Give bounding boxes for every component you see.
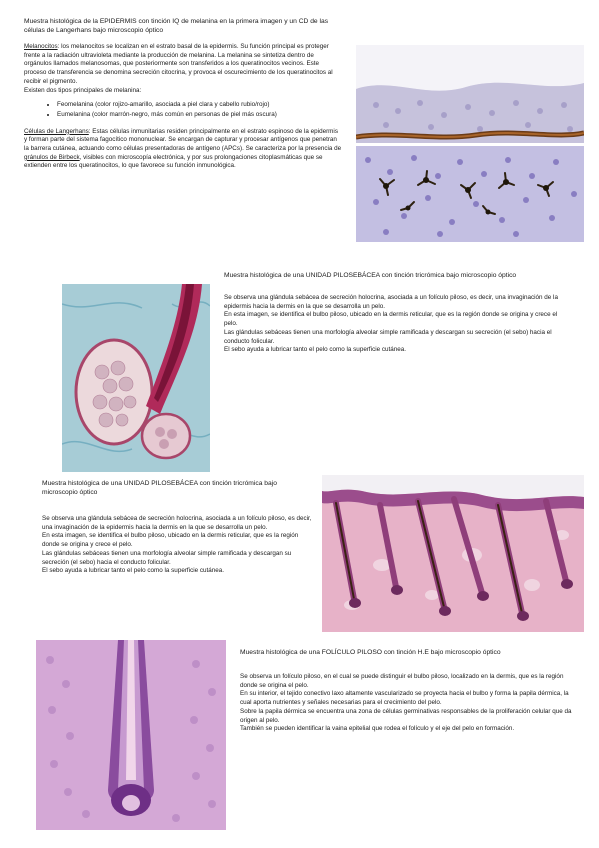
foliculo-section [240, 648, 580, 734]
tricromica-title-2: Muestra histológica de una UNIDAD PILOSEBÁCEA con tinción tricrómica bajo microscopio óptico [42, 480, 277, 496]
tricromica-section-1 [224, 271, 559, 355]
tricromica-1-line: En esta imagen, se identifica el bulbo piloso, ubicado en la dermis reticular, que es la región donde se origina y crece el pelo. [224, 311, 558, 328]
tricromica-2-line: El sebo ayuda a lubricar tanto el pelo como la superficie cutánea. [42, 567, 225, 575]
melanocitos-label: Melanocitos [24, 43, 58, 50]
tricromica-2-line: Se observa una glándula sebácea de secreción holocrina, asociada a un folículo piloso, es decir, una invaginación de la epidermis hacia la dermis en la que se desarrolla un pelo. [42, 515, 312, 531]
birbeck-label: gránulos de Birbeck [24, 153, 80, 161]
tricromica-section-2 [42, 479, 312, 576]
epidermis-section [24, 17, 342, 171]
langerhans-cd-image [356, 146, 584, 242]
tricromica-1-line: El sebo ayuda a lubricar tanto el pelo como la superficie cutánea. [224, 346, 407, 354]
skin-follicles-he-image [322, 475, 584, 632]
tricromica-image-1 [62, 284, 210, 472]
melanocitos-text: : los melanocitos se localizan en el estrato basal de la epidermis. Su función principal es proteger frente a la radiación ultravioleta mediante la producción de melanina. La melanina se sintetiza dentro de orgánulos llamados melanosomas, que posteriormente son transferidos a los queratinocitos vecinos. Este proceso de transferencia se denomina secreción citocrina, y provoca el oscurecimiento de los queratinocitos al recibir el pigmento. [24, 43, 333, 85]
tricromica-2-line: En esta imagen, se identifica el bulbo piloso, ubicado en la dermis reticular, que es la región donde se origina y crece el pelo. [42, 532, 299, 549]
melanocitos-paragraph [24, 43, 342, 87]
foliculo-line: También se pueden identificar la vaina epitelial que rodea el folículo y el eje del pelo en formación. [240, 725, 515, 733]
melanin-ihc-image [356, 45, 584, 143]
langerhans-text-1: : Estas células inmunitarias residen principalmente en el estrato espinoso de la epidermis y forman parte del sistema fagocítico mononuclear. Se encargan de capturar y procesar antígenos que penetran la barrera cutánea, actuando como células presentadoras de antígeno (APCs). Se caracteriza por la presencia de [24, 127, 342, 153]
tricromica-title-1: Muestra histológica de una UNIDAD PILOSEBÁCEA con tinción tricrómica bajo microscopio óptico [224, 272, 517, 279]
melanin-type-item: • Feomelanina (color rojizo-amarillo, asociada a piel clara y cabello rubio/rojo) [57, 101, 342, 110]
melanin-types-list [24, 101, 342, 119]
foliculo-line: En su interior, el tejido conectivo laxo altamente vascularizado se proyecta hacia el bulbo y forma la papila dérmica, la cual aporta nutrientes y señales necesarias para el crecimiento del pelo. [240, 690, 569, 707]
tricromica-1-line: Se observa una glándula sebácea de secreción holocrina, asociada a un folículo piloso, es decir, una invaginación de la epidermis hacia la dermis en la que se desarrolla un pelo. [224, 294, 558, 310]
hair-follicle-he-image [36, 640, 226, 830]
foliculo-line: Se observa un folículo piloso, en el cual se puede distinguir el bulbo piloso, localizado en la dermis, que es la región donde se origina el pelo. [240, 673, 564, 689]
langerhans-paragraph [24, 128, 342, 172]
melanin-types-intro: Existen dos tipos principales de melanina: [24, 86, 142, 94]
tricromica-1-line: Las glándulas sebáceas tienen una morfología alveolar simple ramificada y descargan su secreción (el sebo) hacia el conducto folicular. [224, 328, 552, 345]
foliculo-title: Muestra histológica de una FOLÍCULO PILOSO con tinción H.E bajo microscopio óptico [240, 649, 501, 656]
foliculo-line: Sobre la papila dérmica se encuentra una zona de células germinativas responsables de la proliferación celular que da origen al pelo. [240, 707, 572, 724]
melanin-type-item: • Eumelanina (color marrón-negro, más común en personas de piel más oscura) [57, 111, 342, 120]
langerhans-label: Células de Langerhans [24, 127, 89, 135]
tricromica-2-line: Las glándulas sebáceas tienen una morfología alveolar simple ramificada y descargan su secreción (el sebo) hacia el conducto folicular. [42, 549, 292, 566]
langerhans-text-2: , visibles con microscopía electrónica, y por sus prolongaciones citoplasmáticas que se extienden entre los queratinocitos, lo que favorece su función inmunológica. [24, 153, 323, 170]
epidermis-title: Muestra histológica de la EPIDERMIS con tinción IQ de melanina en la primera imagen y un CD de las células de Langerhans bajo microscopio óptico [24, 18, 329, 34]
